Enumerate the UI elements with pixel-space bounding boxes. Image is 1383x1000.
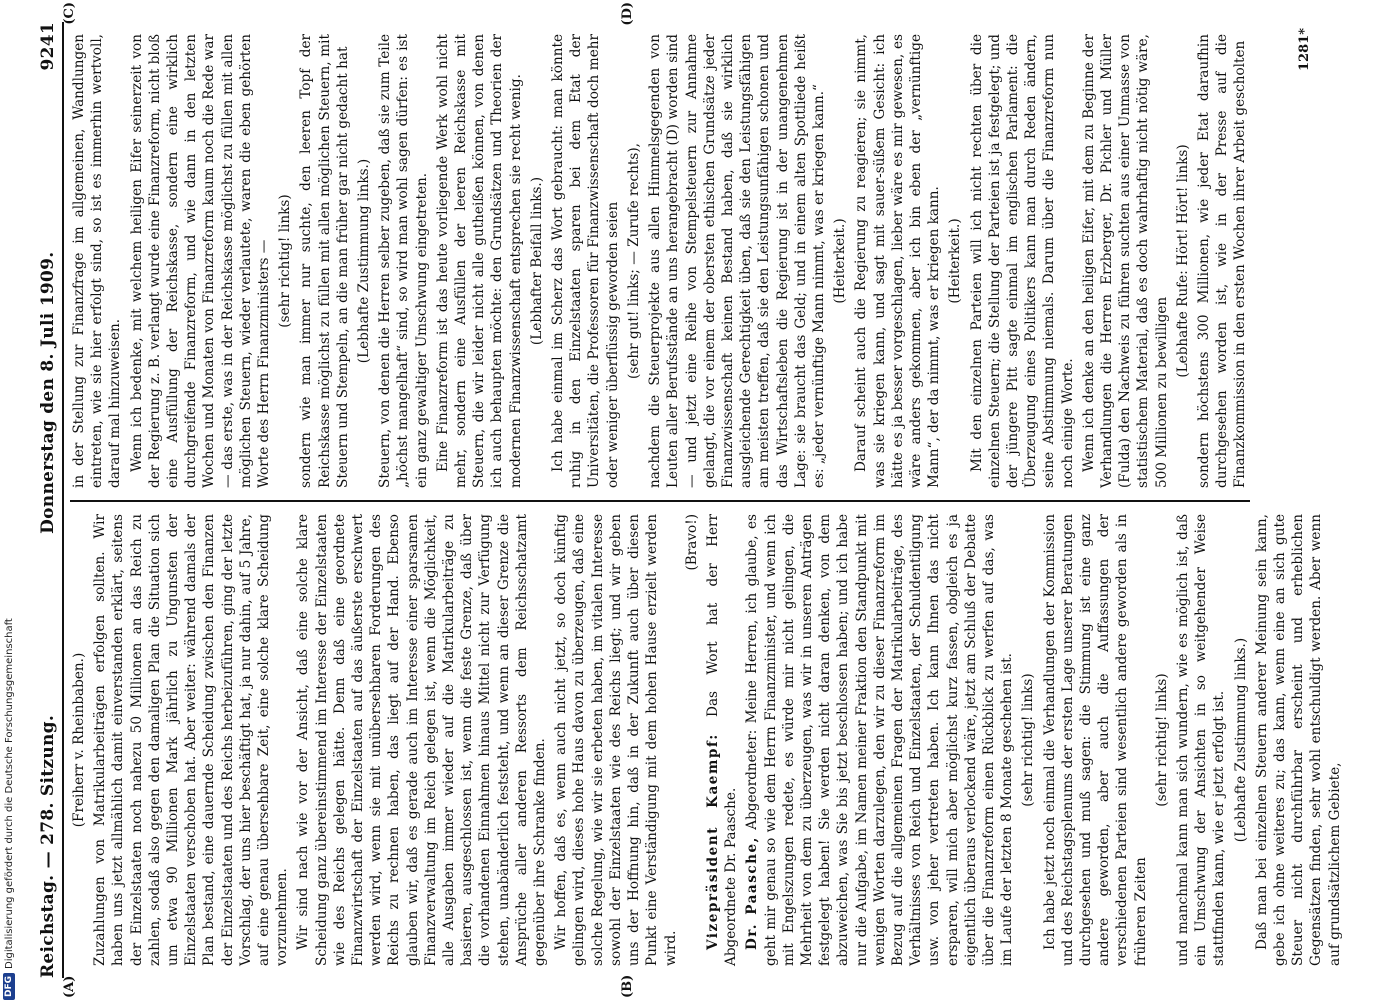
paragraph: Wir hoffen, daß es, wenn auch nicht jetzt, so doch künftig gelingen wird, dieses hohe Haus davon zu überzeugen, daß eine solche Regelung, wie wir sie erbeten haben, im vitalen Interesse sowohl der Einzelstaaten wie des Reichs liegt; und wir geben uns der Hoffnung hin, daß in der Zukunft auch über diesen Punkt eine Verständigung mit dem hohen Hause erzielt werden wird. — [553, 514, 679, 966]
margin-mark-a: (A) — [62, 975, 77, 998]
interjection: (Lebhafte Zustimmung links.) — [1232, 637, 1249, 843]
header-left: Reichstag. — 278. Sitzung. — [38, 714, 58, 978]
paragraph: Steuern, von denen die Herren selber zugeben, daß sie zum Teile „höchst mangelhaft“ sind, so wird man wohl sagen dürfen: es ist ein ganz gewaltiger Umschwung eingetreten. — [377, 34, 430, 488]
paragraph: und manchmal kann man sich wundern, wie es möglich ist, daß ein Umschwung der Ansichten in so weitgehender Weise stattfinden kann, wie er jetzt erfolgt ist. — [1174, 514, 1228, 966]
speech-text: Abgeordneter: Meine Herren, ich glaube, es geht mir genau so wie dem Herrn Finanzminister, und wenn ich mit Engelszungen redete, es würde mir nicht gelingen, die Mehrheit von dem zu überzeugen, was wir in unseren Anträgen festgelegt haben! Sie werden nicht daran denken, von dem abzuweichen, was Sie bis jetzt beschlossen haben; und ich habe nur die Aufgabe, im Namen meiner Fraktion den Standpunkt mit wenigen Worten darzulegen, den wir zu dieser Finanzreform im Bezug auf die allgemeinen Fragen der Matrikularbeiträge, des Verhältnisses von Reich und Einzelstaaten, der Schuldentilgung usw. von jeher vertreten haben. Ich kann Ihnen das nicht ersparen, will mich aber möglichst kurz fassen, obgleich es ja eigentlich überaus verlockend wäre, jetzt am Schluß der Debatte über die Finanzreform einen Rückblick zu werfen auf das, was im Laufe der letzten 8 Monate geschehen ist. — [744, 514, 1016, 966]
speech-text: Das Wort hat der Herr Abgeordnete Dr. Paasche. — [704, 514, 740, 966]
interjection: (sehr richtig! links) — [277, 194, 294, 328]
header-date: Donnerstag den 8. Juli 1909. — [38, 251, 58, 534]
paragraph: Wenn ich bedenke, mit welchem heiligen Eifer seinerzeit von der Regierung z. B. verlangt wurde eine Finanzreform, nicht bloß eine Ausfüllung der Reichskasse, sondern eine wirklich durchgreifende Finanzreform, und wie dann in den letzten Wochen und Monaten von Finanzreform kaum noch die Rede war — das erste, was in der Reichskasse möglichst zu füllen mit allen möglichen Steuern, wieder verlautete, waren die eben gehörten Worte des Herrn Finanzministers — — [128, 34, 273, 488]
interjection: (sehr richtig! links) — [1020, 673, 1037, 807]
paragraph: Daß man bei einzelnen Steuern anderer Meinung sein kann, gebe ich ohne weiteres zu; das kann, wenn eine an sich gute Steuer nicht durchführbar erscheint und erheblichen Gegensätzen finden, sehr wohl entschuldigt werden. Aber wenn auf grundsätzlichem Gebiete, — [1253, 514, 1343, 966]
paragraph: Wir sind nach wie vor der Ansicht, daß eine solche klare Scheidung ganz übereinstimmend im Interesse der Einzelstaaten wie des Reichs gelegen hätte. Denn daß eine geordnete Finanzwirtschaft der Einzelstaaten auf das äußerste erschwert werden wird, wenn sie mit unübersehbaren Forderungen des Reichs zu rechnen haben, das liegt auf der Hand. Ebenso glauben wir, daß es gerade auch im Interesse einer sparsamen Finanzverwaltung im Reich gelegen ist, wenn die Möglichkeit, alle Ausgaben immer wieder auf die Matrikularbeiträge zu basieren, ausgeschlossen ist, wenn die feste Grenze, daß über die vorhandenen Einnahmen hinaus Mittel nicht zur Verfügung stehen, unabänderlich feststeht, und wenn an dieser Grenze die Ansprüche aller anderen Ressorts dem Reichsschatzamt gegenüber ihre Schranke finden. — [295, 514, 549, 966]
left-column — [70, 500, 1343, 978]
paragraph — [704, 514, 740, 966]
paragraph: in der Stellung zur Finanzfrage im allgemeinen, Wandlungen eintreten, wie sie hier erfolgt sind, so ist es immerhin wertvoll, darauf mal hinzuweisen. — [71, 34, 124, 488]
interjection: (sehr richtig! links) — [1153, 673, 1170, 807]
paragraph: sondern höchstens 300 Millionen, wie jeder Etat daraufhin durchgesehen worden ist, wie in der Presse auf die Finanzkommission in den ersten Wochen ihrer Arbeit gescholten — [1195, 34, 1249, 488]
speaker-attribution: (Freiherr v. Rheinbaben.) — [71, 652, 87, 828]
dfg-logo: DFG — [3, 973, 15, 1000]
paragraph: Eine Finanzreform ist das heute vorliegende Werk wohl nicht mehr, sondern eine Ausfüllen der leeren Reichskasse mit Steuern, die wir leider nicht alle gutheißen können, von denen ich auch behaupten möchte: den Grundsätzen und Theorien der modernen Finanzwissenschaft entsprechen sie recht wenig. — [434, 34, 524, 488]
paragraph: nachdem die Steuerprojekte aus allen Himmelsgegenden von Leuten aller Berufsstände an uns herangebracht (D) worden sind — und jetzt eine Reihe von Stempelsteuern zur Annahme gelangt, die vor einem der obersten ethischen Grundsätze jeder Finanzwissenschaft keinen Bestand haben, daß sie wirklich ausgleichende Gerechtigkeit üben, daß sie den Leistungsfähigen am meisten treffen, daß sie den Leistungsunfähigen schonen und das Wirtschaftsleben die Regierung ist in der unangenehmen Lage: sie braucht das Geld; und in einem alten Spottliede heißt es: „jeder vernünftige Mann nimmt, was er kriegen kann.“ — [647, 34, 827, 488]
margin-mark-d: (D) — [620, 2, 635, 26]
signature-mark: 1281* — [1297, 28, 1312, 71]
margin-mark-b: (B) — [620, 974, 635, 998]
margin-mark-c: (C) — [62, 2, 77, 25]
interjection: (Heiterkeit.) — [947, 218, 964, 304]
interjection: (Lebhafte Rufe: Hört! Hört! links) — [1174, 144, 1191, 378]
paragraph: Ich habe einmal im Scherz das Wort gebraucht: man könnte ruhig in den Einzelstaaten sparen bei dem Etat der Universitäten, die Professoren für Finanzwissenschaft doch mehr oder weniger überflüssig geworden seien — [550, 34, 621, 488]
digitization-credit — [2, 0, 16, 1000]
interjection: (Lebhafter Beifall links.) — [528, 176, 545, 346]
paragraph — [743, 514, 1016, 966]
interjection: (Lebhafte Zustimmung links.) — [356, 158, 373, 364]
speaker-name: Vizepräsident Kaempf: — [704, 733, 721, 950]
interjection: (sehr gut! links; — Zurufe rechts), — [625, 143, 642, 379]
page-number: 9241 — [38, 22, 58, 71]
paragraph: Ich habe jetzt noch einmal die Verhandlungen der Kommission und des Reichstagsplenums der ersten Lage unserer Beratungen durchgesehen und muß sagen: die Stimmung ist eine ganz andere geworden, aber auch die Auffassungen der verschiedenen Parteien sind wesentlich andere geworden als in früheren Zeiten — [1041, 514, 1149, 966]
paragraph: Darauf scheint auch die Regierung zu reagieren; sie nimmt, was sie kriegen kann, und sagt mit sauer-süßem Gesicht: ich hätte es ja besser vorgeschlagen, lieber wäre es mir gewesen, es wäre anders gekommen, aber ich bin eben der „vernünftige Mann“, der da nimmt, was er kriegen kann. — [853, 34, 943, 488]
paragraph: Mit den einzelnen Parteien will ich nicht rechten über die einzelnen Steuern; die Stellung der Parteien ist ja festgelegt; und der jüngere Pitt sagte einmal im englischen Parlament: die Überzeugung eines Politikers kann man durch Reden ändern, seine Abstimmung niemals. Darum über die Finanzreform nun noch einige Worte. — [968, 34, 1076, 488]
paragraph: sondern wie man immer nur suchte, den leeren Topf der Reichskasse möglichst zu füllen mit allen möglichen Steuern, mit Steuern und Stempeln, an die man früher gar nicht gedacht hat — [298, 34, 351, 488]
paragraph: Wenn ich denke an den heiligen Eifer, mit dem zu Beginne der Verhandlungen die Herren Erzberger, Dr. Pichler und Müller (Fulda) den Nachweis zu führen suchten aus einer Unmasse von statistischem Material, daß es doch wahrhaftig nicht nötig wäre, 500 Millionen zu bewilligen — [1080, 34, 1170, 488]
speaker-name: Dr. Paasche, — [744, 836, 761, 950]
credit-text: Digitalisierung gefördert durch die Deutsche Forschungsgemeinschaft — [3, 618, 15, 969]
interjection: (Bravo!) — [683, 514, 700, 571]
page-header — [38, 22, 64, 978]
paragraph: Zuzahlungen von Matrikularbeiträgen erfolgen sollten. Wir haben uns jetzt allmählich damit einverstanden erklärt, seitens der Einzelstaaten noch nahezu 50 Millionen an das Reich zu zahlen, sodaß also gegen den damaligen Plan die Situation sich um etwa 90 Millionen Mark jährlich zu Ungunsten der Einzelstaaten verschoben hat. Aber weiter: während damals der Plan bestand, eine dauernde Scheidung zwischen den Finanzen der Einzelstaaten und des Reichs herbeizuführen, ging der letzte Vorschlag, der uns hier beschäftigt hat, ja nur dahin, auf 5 Jahre, auf eine genau übersehbare Zeit, eine solche klare Scheidung vorzunehmen. — [92, 514, 291, 966]
interjection: (Heiterkeit.) — [832, 218, 849, 304]
scanned-page — [20, 0, 1343, 1000]
right-column — [70, 22, 1250, 500]
